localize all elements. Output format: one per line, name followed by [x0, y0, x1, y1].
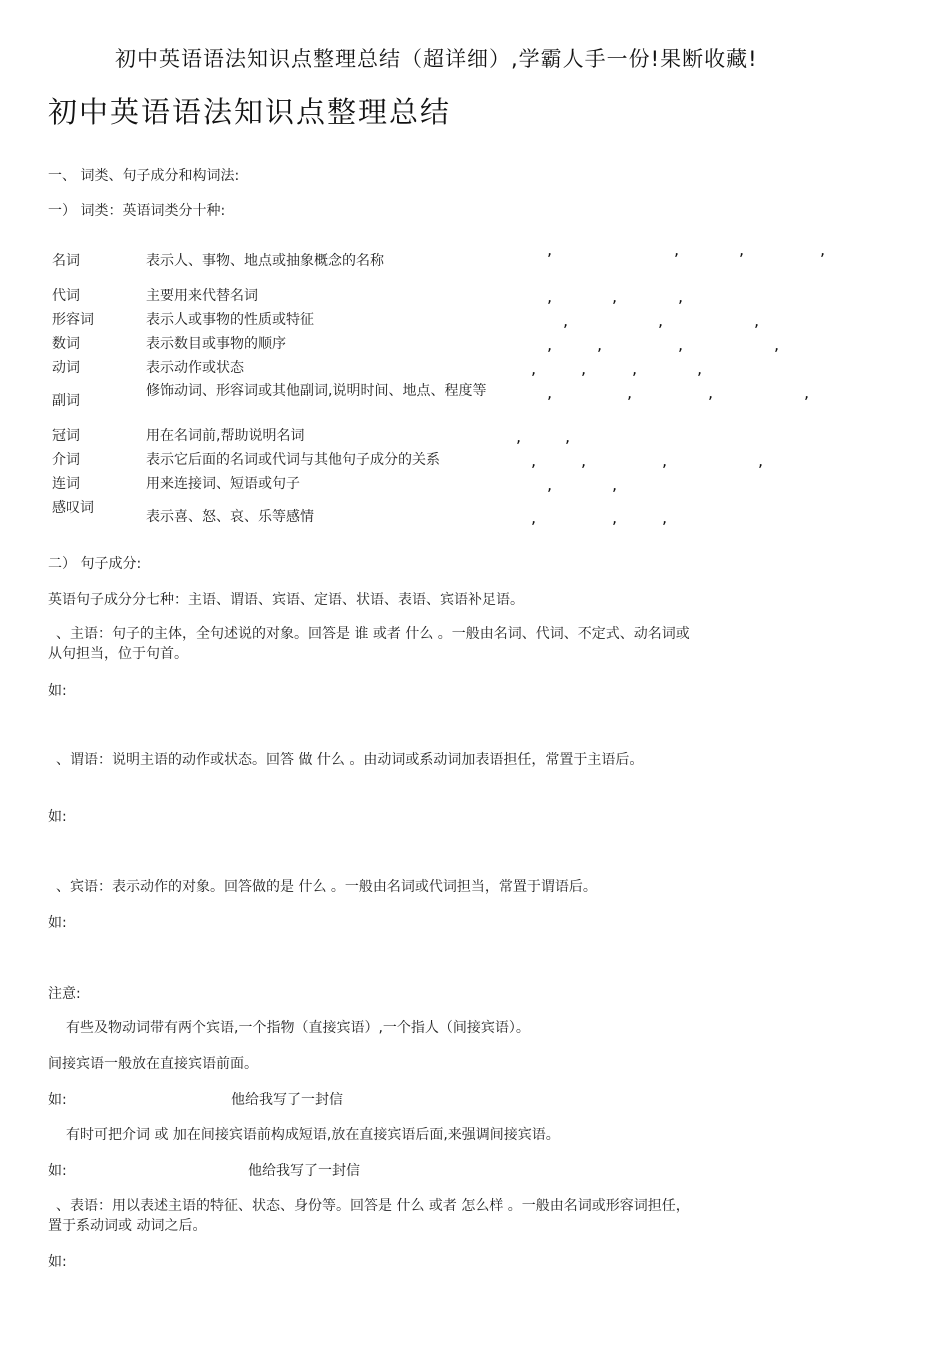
- table-comma: ,: [678, 335, 684, 354]
- table-comma: ,: [754, 311, 760, 330]
- table-comma: ,: [516, 427, 522, 446]
- note-label: 注意:: [48, 986, 81, 1002]
- table-cell-name: 形容词: [52, 312, 94, 328]
- example-label: 如:: [48, 809, 67, 825]
- table-comma: ,: [597, 335, 603, 354]
- table-comma: ,: [612, 508, 618, 527]
- table-cell-name: 介词: [52, 452, 80, 468]
- paragraph-object: 、宾语：表示动作的对象。回答做的是 什么 。一般由名词或代词担当，常置于谓语后。: [56, 879, 597, 895]
- example-label: 如:: [48, 1163, 67, 1179]
- table-comma: ,: [547, 475, 553, 494]
- table-cell-name: 副词: [52, 393, 80, 409]
- banner-title: 初中英语语法知识点整理总结（超详细）,学霸人手一份!果断收藏!: [115, 47, 758, 71]
- table-cell-desc: 用来连接词、短语或句子: [146, 476, 300, 492]
- table-cell-desc: 用在名词前,帮助说明名词: [146, 428, 305, 444]
- subsection-heading-2: 二） 句子成分:: [48, 556, 142, 572]
- example-label: 如:: [48, 915, 67, 931]
- subsection-heading-1: 一） 词类：英语词类分十种:: [48, 203, 226, 219]
- table-cell-desc: 表示人或事物的性质或特征: [146, 312, 314, 328]
- table-comma: ,: [547, 335, 553, 354]
- table-comma: ,: [674, 240, 680, 259]
- table-cell-name: 冠词: [52, 428, 80, 444]
- table-cell-name: 动词: [52, 360, 80, 376]
- table-comma: ,: [804, 383, 810, 402]
- table-cell-desc: 表示人、事物、地点或抽象概念的名称: [146, 253, 384, 269]
- paragraph-subject: 、主语：句子的主体，全句述说的对象。回答是 谁 或者 什么 。一般由名词、代词、不定式、动名词或从句担当，位于句首。: [48, 626, 690, 662]
- table-cell-desc: 表示喜、怒、哀、乐等感情: [146, 509, 314, 525]
- example-translation: 他给我写了一封信: [231, 1092, 343, 1108]
- table-comma: ,: [739, 240, 745, 259]
- paragraph-two-objects: 有些及物动词带有两个宾语,一个指物（直接宾语）,一个指人（间接宾语）。: [66, 1020, 530, 1036]
- table-comma: ,: [531, 508, 537, 527]
- table-cell-name: 连词: [52, 476, 80, 492]
- table-cell-name: 名词: [52, 253, 80, 269]
- example-label: 如:: [48, 683, 67, 699]
- paragraph-preposition: 有时可把介词 或 加在间接宾语前构成短语,放在直接宾语后面,来强调间接宾语。: [66, 1127, 560, 1143]
- page-title: 初中英语语法知识点整理总结: [48, 95, 452, 129]
- paragraph-indirect-first: 间接宾语一般放在直接宾语前面。: [48, 1056, 258, 1072]
- table-comma: ,: [547, 287, 553, 306]
- table-cell-desc: 主要用来代替名词: [146, 288, 258, 304]
- table-comma: ,: [547, 383, 553, 402]
- table-comma: ,: [612, 287, 618, 306]
- table-comma: ,: [662, 451, 668, 470]
- section-heading-1: 一、 词类、句子成分和构词法:: [48, 168, 240, 184]
- example-label: 如:: [48, 1254, 67, 1270]
- table-comma: ,: [531, 359, 537, 378]
- table-comma: ,: [658, 311, 664, 330]
- table-cell-name: 数词: [52, 336, 80, 352]
- table-comma: ,: [820, 240, 826, 259]
- table-cell-desc: 表示它后面的名词或代词与其他句子成分的关系: [146, 452, 440, 468]
- table-cell-desc: 修饰动词、形容词或其他副词,说明时间、地点、程度等: [146, 383, 487, 399]
- table-comma: ,: [662, 508, 668, 527]
- table-comma: ,: [581, 359, 587, 378]
- table-comma: ,: [708, 383, 714, 402]
- table-comma: ,: [565, 427, 571, 446]
- table-comma: ,: [627, 383, 633, 402]
- paragraph-predicative: 、表语：用以表述主语的特征、状态、身份等。回答是 什么 或者 怎么样 。一般由名词或形容词担任，置于系动词或 动词之后。: [48, 1198, 690, 1234]
- table-cell-desc: 表示数目或事物的顺序: [146, 336, 286, 352]
- table-comma: ,: [697, 359, 703, 378]
- table-comma: ,: [547, 240, 553, 259]
- example-translation: 他给我写了一封信: [248, 1163, 360, 1179]
- example-label: 如:: [48, 1092, 67, 1108]
- table-comma: ,: [531, 451, 537, 470]
- table-comma: ,: [612, 475, 618, 494]
- table-comma: ,: [632, 359, 638, 378]
- table-cell-name: 感叹词: [52, 500, 94, 516]
- table-comma: ,: [678, 287, 684, 306]
- table-cell-desc: 表示动作或状态: [146, 360, 244, 376]
- table-comma: ,: [581, 451, 587, 470]
- paragraph-predicate: 、谓语：说明主语的动作或状态。回答 做 什么 。由动词或系动词加表语担任，常置于主语后。: [56, 752, 644, 768]
- table-cell-name: 代词: [52, 288, 80, 304]
- table-comma: ,: [758, 451, 764, 470]
- paragraph-seven-components: 英语句子成分分七种：主语、谓语、宾语、定语、状语、表语、宾语补足语。: [48, 592, 524, 608]
- table-comma: ,: [563, 311, 569, 330]
- table-comma: ,: [774, 335, 780, 354]
